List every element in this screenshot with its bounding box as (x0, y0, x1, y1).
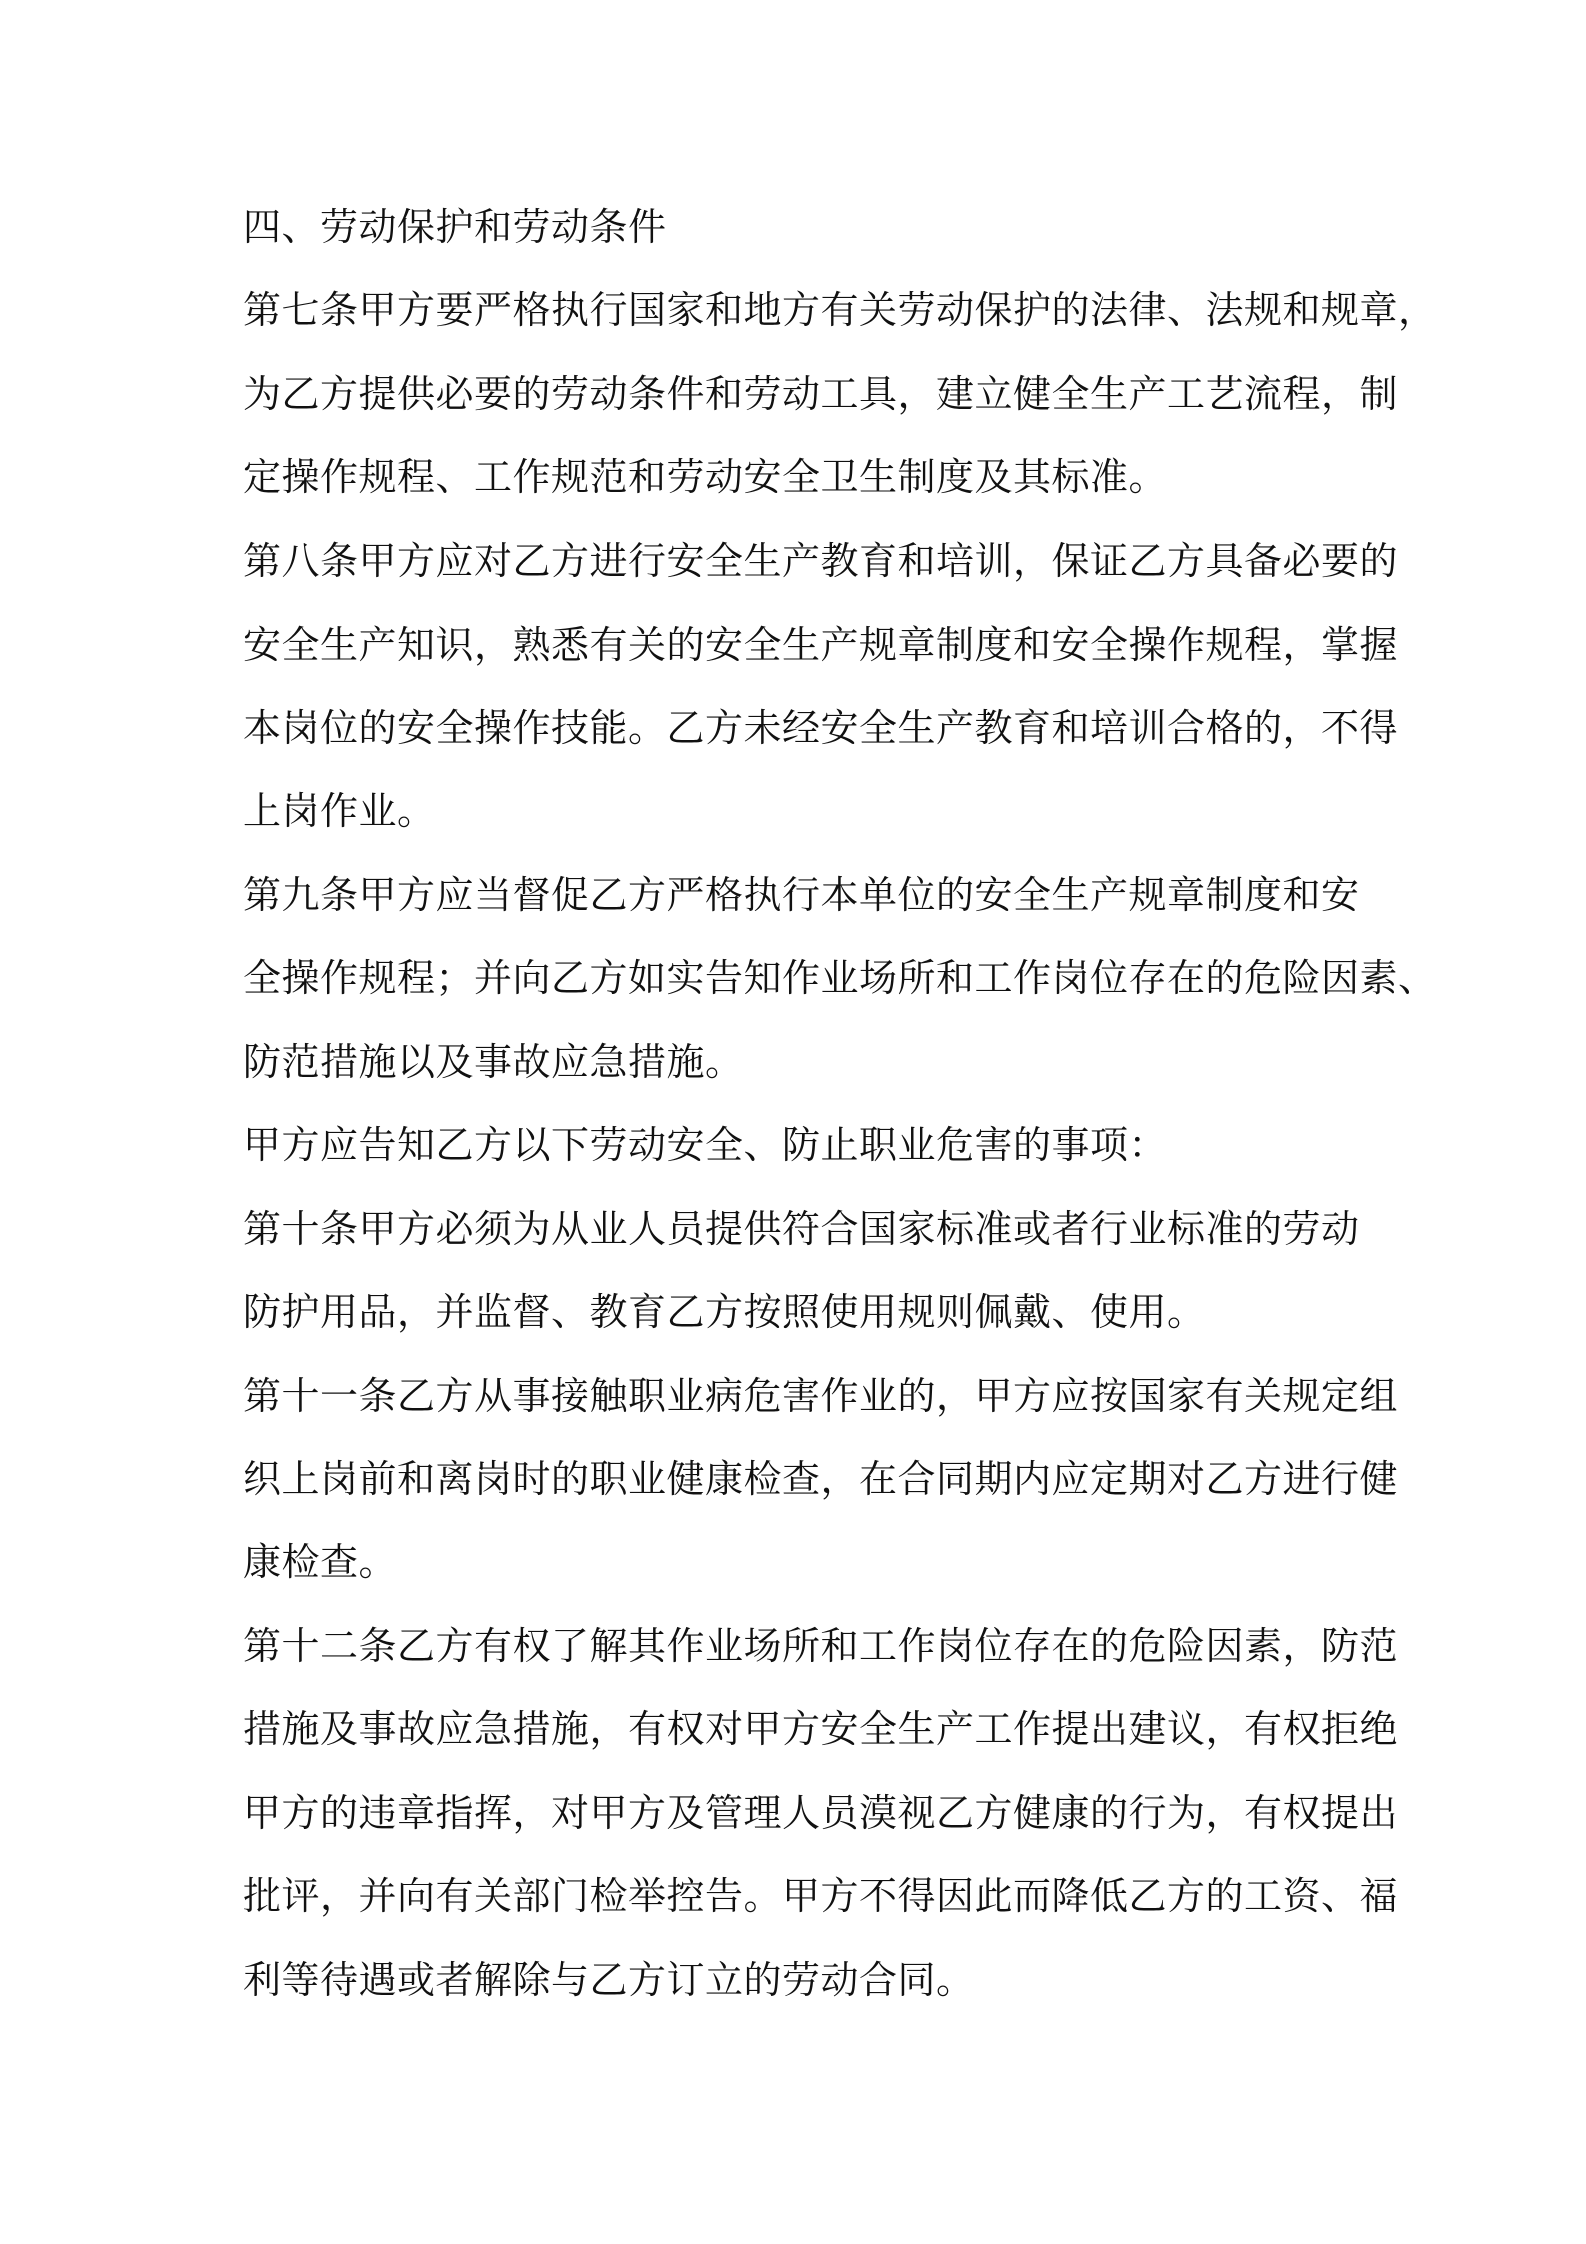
text-line: 第十条甲方必须为从业人员提供符合国家标准或者行业标准的劳动 (243, 1207, 1360, 1251)
text-line: 织上岗前和离岗时的职业健康检查，在合同期内应定期对乙方进行健 (243, 1457, 1399, 1501)
text-line: 第十一条乙方从事接触职业病危害作业的，甲方应按国家有关规定组 (243, 1374, 1399, 1418)
text-line: 康检查。 (243, 1540, 398, 1584)
text-line: 安全生产知识，熟悉有关的安全生产规章制度和安全操作规程，掌握 (243, 623, 1399, 667)
text-line: 第九条甲方应当督促乙方严格执行本单位的安全生产规章制度和安 (243, 873, 1360, 917)
section-heading: 四、劳动保护和劳动条件 (243, 205, 667, 249)
text-line: 本岗位的安全操作技能。乙方未经安全生产教育和培训合格的，不得 (243, 706, 1399, 750)
text-line: 定操作规程、工作规范和劳动安全卫生制度及其标准。 (243, 455, 1168, 499)
text-line: 甲方的违章指挥，对甲方及管理人员漠视乙方健康的行为，有权提出 (243, 1791, 1399, 1835)
text-line: 批评，并向有关部门检举控告。甲方不得因此而降低乙方的工资、福 (243, 1874, 1399, 1918)
text-line: 全操作规程；并向乙方如实告知作业场所和工作岗位存在的危险因素、 (243, 956, 1437, 1000)
text-line: 利等待遇或者解除与乙方订立的劳动合同。 (243, 1958, 975, 2002)
text-line: 防范措施以及事故应急措施。 (243, 1040, 744, 1084)
text-line: 防护用品，并监督、教育乙方按照使用规则佩戴、使用。 (243, 1290, 1206, 1334)
text-line: 第七条甲方要严格执行国家和地方有关劳动保护的法律、法规和规章， (243, 288, 1437, 332)
text-line: 第十二条乙方有权了解其作业场所和工作岗位存在的危险因素，防范 (243, 1624, 1399, 1668)
text-line: 措施及事故应急措施，有权对甲方安全生产工作提出建议，有权拒绝 (243, 1707, 1399, 1751)
text-line: 上岗作业。 (243, 789, 436, 833)
text-line: 第八条甲方应对乙方进行安全生产教育和培训，保证乙方具备必要的 (243, 539, 1399, 583)
text-line: 为乙方提供必要的劳动条件和劳动工具，建立健全生产工艺流程，制 (243, 372, 1399, 416)
text-line: 甲方应告知乙方以下劳动安全、防止职业危害的事项： (243, 1123, 1168, 1167)
